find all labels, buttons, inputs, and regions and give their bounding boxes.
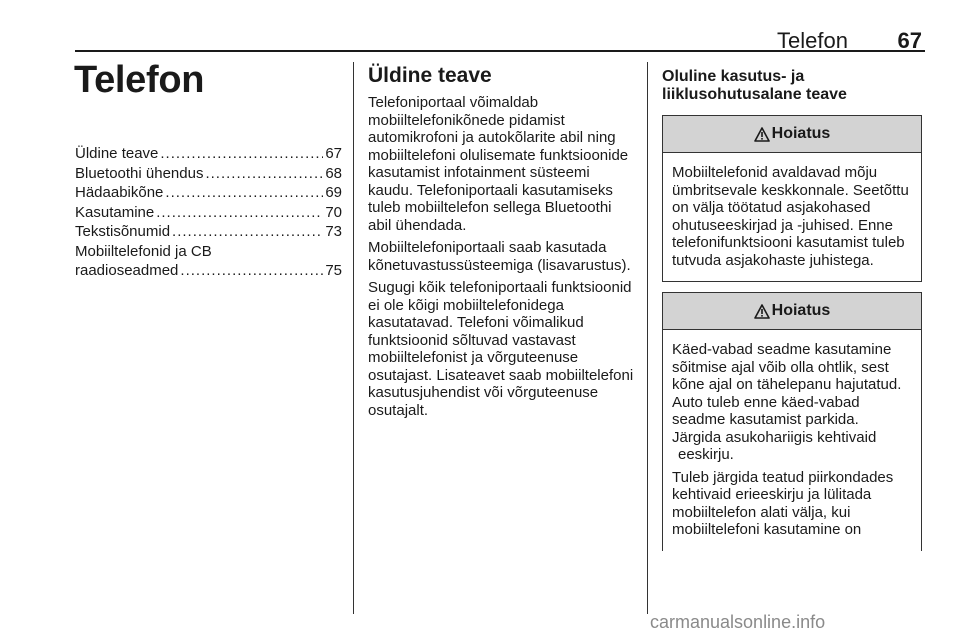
warning-header [663, 293, 921, 330]
table-of-contents [75, 144, 342, 281]
toc-entry-label-line2: raadioseadmed [75, 262, 179, 279]
toc-entry[interactable] [75, 222, 342, 242]
toc-leader-dots [156, 203, 323, 223]
toc-entry-page: 70 [325, 203, 342, 221]
toc-entry-label: Üldine teave [75, 145, 159, 162]
warning-box [662, 115, 922, 282]
paragraph: Sugugi kõik telefoniportaali funktsioonid ei ole kõigi mobiiltelefonidega kasutatavad. Telefoni võimalikud funktsioonid sõltuvad vastavast mobiiltelefonist ja võrguteenuse osutajast. Lisateavet saab mobiiltelefoni kasutusjuhendist või võrguteenuse osutajalt. [368, 279, 634, 419]
toc-entry[interactable] [75, 164, 342, 184]
warning-title: Hoiatus [771, 302, 831, 319]
running-header-title: Telefon [777, 28, 848, 53]
warning-text [672, 341, 912, 464]
toc-entry-page: 75 [325, 262, 342, 279]
toc-entry[interactable] [75, 203, 342, 223]
toc-leader-dots [165, 183, 323, 203]
general-info-section [368, 64, 636, 424]
toc-leader-dots [172, 222, 323, 242]
toc-entry-page: 73 [325, 223, 342, 240]
warning-text-part: Käed-vabad seadme kasutamine sõitmise ajal võib olla ohtlik, sest kõne ajal on tähelepanu hajutatud. Auto tuleb enne käed-vabad seadme kasutamist parkida. Järgida asukohariigis kehtivaid [672, 341, 902, 446]
warning-text: Tuleb järgida teatud piirkondades kehtivaid erieeskirju ja lülitada mobiiltelefon alati välja, kui mobiiltelefoni kasutamine on [672, 468, 894, 538]
paragraph: Telefoniportaal võimaldab mobiiltelefonikõnede pidamist automikrofoni ja autokõlarite abil ning mobiiltelefoni olulisemate funktsioonide kasutamist infotainment süsteemi kaudu. Telefoniportaali kasutamiseks tuleb mobiiltelefon sellega Bluetoothi abil ühendada. [368, 94, 629, 234]
watermark: carmanualsonline.info [650, 612, 826, 632]
toc-entry-label: Bluetoothi ühendus [75, 164, 204, 182]
toc-entry[interactable] [75, 183, 342, 203]
toc-entry-label: Kasutamine [75, 203, 155, 221]
warning-title: Hoiatus [771, 125, 831, 142]
safety-section [662, 68, 924, 551]
warning-text: Mobiiltelefonid avaldavad mõju ümbritsevale keskkonnale. Seetõttu on välja töötatud asjakohased ohutuseeskirjad ja -juhised. Enne telefonifunktsiooni kasutamist tuleb tutvuda asjakohaste juhistega. [672, 164, 909, 269]
page-number: 67 [897, 28, 922, 53]
toc-entry-label: Hädaabikõne [75, 184, 164, 201]
paragraph: Mobiiltelefoniportaali saab kasutada kõnetuvastussüsteemiga (lisavarustus). [368, 239, 631, 274]
warning-text-part: eeskirju. [678, 446, 734, 463]
toc-entry-page: 69 [325, 184, 342, 201]
toc-entry-label-line1: Mobiiltelefonid ja CB [75, 242, 212, 260]
toc-entry-page: 67 [325, 145, 342, 162]
section-heading: Üldine teave [368, 64, 492, 87]
toc-entry-page: 68 [325, 164, 342, 182]
chapter-title: Telefon [74, 59, 205, 101]
warning-triangle-icon [754, 127, 770, 142]
warning-triangle-icon [754, 304, 770, 319]
toc-entry-label: Tekstisõnumid [75, 223, 171, 240]
toc-entry[interactable] [75, 242, 342, 281]
header-rule [75, 50, 925, 52]
toc-entry[interactable] [75, 144, 342, 164]
toc-leader-dots [205, 164, 323, 184]
toc-leader-dots [160, 144, 323, 164]
warning-box [662, 292, 922, 551]
column-divider [353, 62, 354, 614]
toc-leader-dots [180, 261, 323, 281]
section-heading: Oluline kasutus- ja liiklusohutusalane teave [662, 68, 847, 103]
warning-header [663, 116, 921, 153]
column-divider [647, 62, 648, 614]
